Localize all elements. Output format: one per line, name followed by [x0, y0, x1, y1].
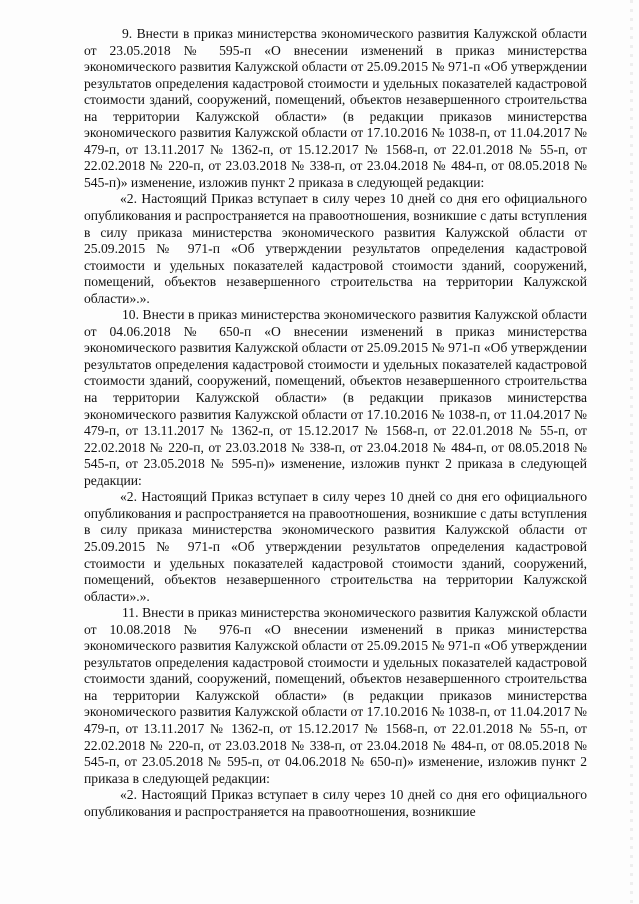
- paragraph-item-10-quote: «2. Настоящий Приказ вступает в силу через 10 дней со дня его официального опубликования и распространяется на правоотношения, возникшие с даты вступления в силу приказа министерства экономического развития Калужской области от 25.09.2015 № 971-п «Об утверждении результатов определения кадастровой стоимости и удельных показателей кадастровой стоимости зданий, сооружений, помещений, объектов незавершенного строительства на территории Калужской области».».: [84, 489, 587, 604]
- scan-edge-decoration: [630, 0, 633, 904]
- paragraph-item-11: 11. Внести в приказ министерства экономического развития Калужской области от 10.08.2018 № 976-п «О внесении изменений в приказ министерства экономического развития Калужской области от 25.09.2015 № 971-п «Об утверждении результатов определения кадастровой стоимости и удельных показателей кадастровой стоимости зданий, сооружений, помещений, объектов незавершенного строительства на территории Калужской области» (в редакции приказов министерства экономического развития Калужской области от 17.10.2016 № 1038-п, от 11.04.2017 № 479-п, от 13.11.2017 № 1362-п, от 15.12.2017 № 1568-п, от 22.01.2018 № 55-п, от 22.02.2018 № 220-п, от 23.03.2018 № 338-п, от 23.04.2018 № 484-п, от 08.05.2018 № 545-п, от 23.05.2018 № 595-п, от 04.06.2018 № 650-п)» изменение, изложив пункт 2 приказа в следующей редакции:: [84, 605, 587, 786]
- paragraph-item-11-quote: «2. Настоящий Приказ вступает в силу через 10 дней со дня его официального опубликования и распространяется на правоотношения, возникшие: [84, 787, 587, 819]
- paragraph-item-9: 9. Внести в приказ министерства экономического развития Калужской области от 23.05.2018 № 595-п «О внесении изменений в приказ министерства экономического развития Калужской области от 25.09.2015 № 971-п «Об утверждении результатов определения кадастровой стоимости и удельных показателей кадастровой стоимости зданий, сооружений, помещений, объектов незавершенного строительства на территории Калужской области» (в редакции приказов министерства экономического развития Калужской области от 17.10.2016 № 1038-п, от 11.04.2017 № 479-п, от 13.11.2017 № 1362-п, от 15.12.2017 № 1568-п, от 22.01.2018 № 55-п, от 22.02.2018 № 220-п, от 23.03.2018 № 338-п, от 23.04.2018 № 484-п, от 08.05.2018 № 545-п)» изменение, изложив пункт 2 приказа в следующей редакции:: [84, 26, 587, 190]
- paragraph-item-9-quote: «2. Настоящий Приказ вступает в силу через 10 дней со дня его официального опубликования и распространяется на правоотношения, возникшие с даты вступления в силу приказа министерства экономического развития Калужской области от 25.09.2015 № 971-п «Об утверждении результатов определения кадастровой стоимости и удельных показателей кадастровой стоимости зданий, сооружений, помещений, объектов незавершенного строительства на территории Калужской области».».: [84, 191, 587, 306]
- paragraph-item-10: 10. Внести в приказ министерства экономического развития Калужской области от 04.06.2018 № 650-п «О внесении изменений в приказ министерства экономического развития Калужской области от 25.09.2015 № 971-п «Об утверждении результатов определения кадастровой стоимости и удельных показателей кадастровой стоимости зданий, сооружений, помещений, объектов незавершенного строительства на территории Калужской области» (в редакции приказов министерства экономического развития Калужской области от 17.10.2016 № 1038-п, от 11.04.2017 № 479-п, от 13.11.2017 № 1362-п, от 15.12.2017 № 1568-п, от 22.01.2018 № 55-п, от 22.02.2018 № 220-п, от 23.03.2018 № 338-п, от 23.04.2018 № 484-п, от 08.05.2018 № 545-п, от 23.05.2018 № 595-п)» изменение, изложив пункт 2 приказа в следующей редакции:: [84, 307, 587, 488]
